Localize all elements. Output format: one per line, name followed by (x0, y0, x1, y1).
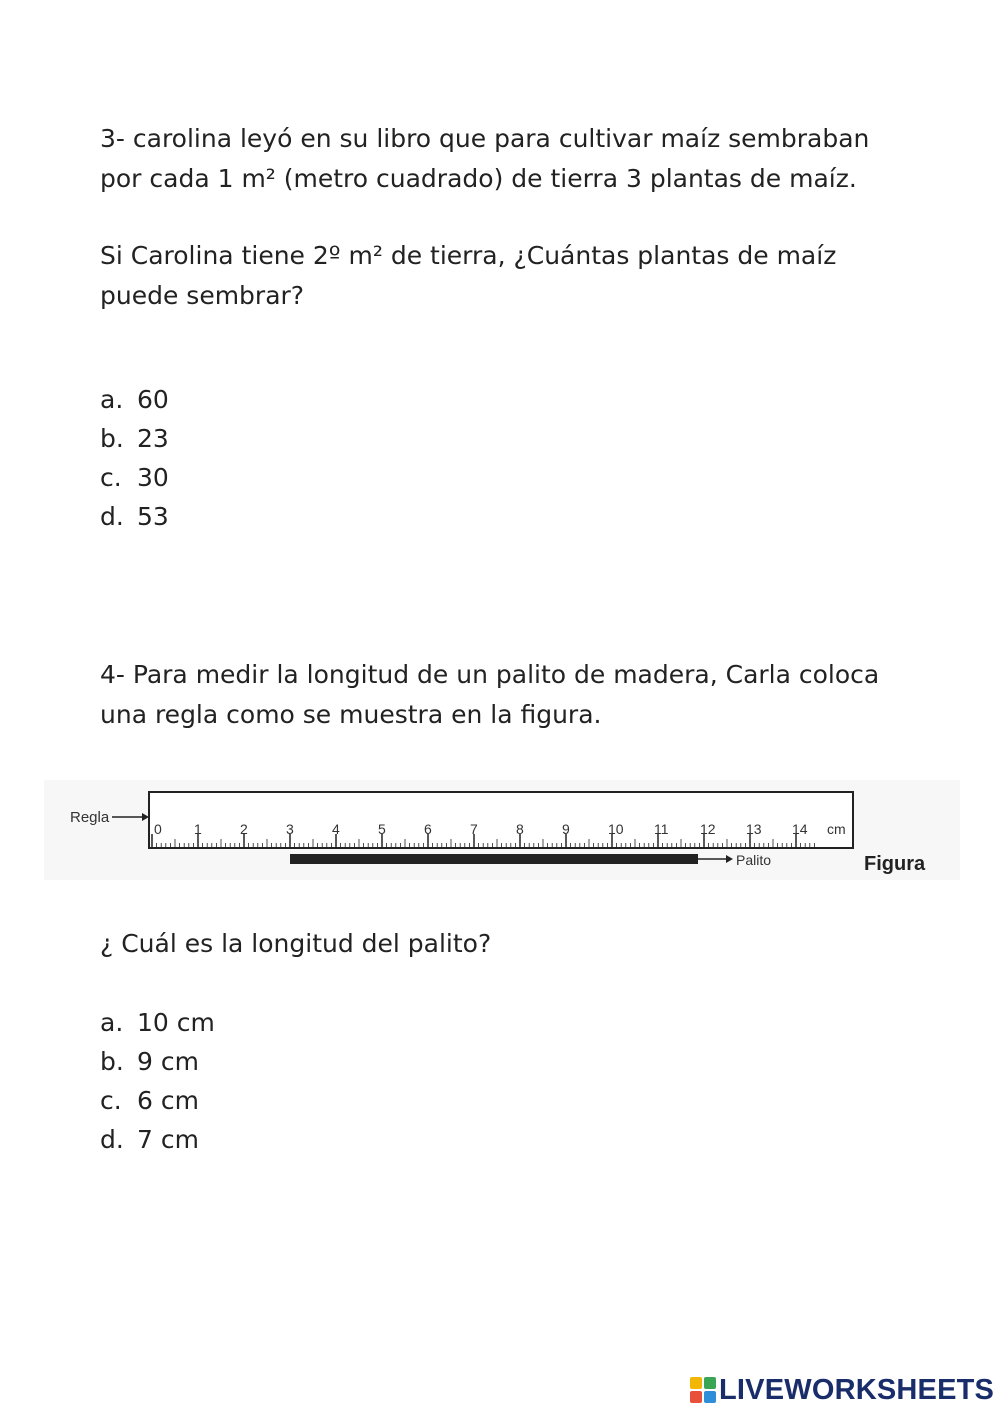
q3-option-a[interactable] (100, 380, 169, 419)
ruler-tick-label: 3 (286, 821, 294, 837)
option-letter: a. (100, 1008, 124, 1037)
q3-option-b[interactable] (100, 419, 169, 458)
option-letter: b. (100, 424, 124, 453)
logo-square-4 (704, 1391, 716, 1403)
logo-square-3 (690, 1391, 702, 1403)
option-letter: c. (100, 463, 122, 492)
ruler-tick-label: 4 (332, 821, 340, 837)
q3-question (100, 236, 920, 316)
option-text: 23 (137, 424, 169, 453)
ruler-tick-label: 14 (792, 821, 808, 837)
option-text: 10 cm (137, 1008, 215, 1037)
option-letter: d. (100, 502, 124, 531)
q3-option-d[interactable] (100, 497, 169, 536)
option-letter: a. (100, 385, 124, 414)
logo-square-1 (690, 1377, 702, 1389)
q4-question-text: ¿ Cuál es la longitud del palito? (100, 929, 492, 958)
q3-option-c[interactable] (100, 458, 169, 497)
liveworksheets-brand-text: LIVEWORKSHEETS (719, 1373, 995, 1406)
option-text: 7 cm (137, 1125, 199, 1154)
q3-options (100, 380, 169, 536)
q3-question-line-2: puede sembrar? (100, 281, 305, 310)
q3-statement (100, 119, 920, 199)
liveworksheets-logo (690, 1374, 994, 1406)
stick-bar (290, 854, 698, 864)
option-text: 6 cm (137, 1086, 199, 1115)
ruler-tick-label: 11 (654, 821, 669, 837)
ruler-figure (44, 780, 960, 880)
q4-statement (100, 655, 920, 735)
q4-option-b[interactable] (100, 1042, 215, 1081)
q4-options (100, 1003, 215, 1159)
ruler-tick-label: 6 (424, 821, 432, 837)
ruler-unit: cm (827, 821, 846, 837)
figure-caption: Figura (864, 853, 926, 875)
ruler-tick-label: 0 (154, 821, 162, 837)
option-letter: c. (100, 1086, 122, 1115)
ruler-tick-label: 10 (608, 821, 624, 837)
ruler-tick-label: 13 (746, 821, 762, 837)
stick-label: Palito (736, 852, 772, 868)
option-text: 30 (137, 463, 169, 492)
ruler-tick-label: 9 (562, 821, 570, 837)
q3-line-1: 3- carolina leyó en su libro que para cultivar maíz sembraban (100, 124, 870, 153)
option-letter: d. (100, 1125, 124, 1154)
liveworksheets-logo-icon (690, 1377, 716, 1403)
ruler-tick-label: 7 (470, 821, 478, 837)
q4-question (100, 924, 920, 964)
q4-line-2: una regla como se muestra en la figura. (100, 700, 602, 729)
q3-line-2: por cada 1 m² (metro cuadrado) de tierra 3 plantas de maíz. (100, 164, 857, 193)
option-text: 60 (137, 385, 169, 414)
option-letter: b. (100, 1047, 124, 1076)
q4-option-c[interactable] (100, 1081, 215, 1120)
ruler-body (149, 792, 853, 848)
option-text: 53 (137, 502, 169, 531)
ruler-tick-label: 12 (700, 821, 716, 837)
q3-question-line-1: Si Carolina tiene 2º m² de tierra, ¿Cuántas plantas de maíz (100, 241, 837, 270)
q4-option-a[interactable] (100, 1003, 215, 1042)
logo-square-2 (704, 1377, 716, 1389)
ruler-label: Regla (70, 809, 110, 826)
option-text: 9 cm (137, 1047, 199, 1076)
q4-line-1: 4- Para medir la longitud de un palito de madera, Carla coloca (100, 660, 880, 689)
ruler-tick-label: 5 (378, 821, 386, 837)
ruler-tick-label: 1 (194, 821, 202, 837)
ruler-tick-label: 2 (240, 821, 248, 837)
ruler-tick-label: 8 (516, 821, 524, 837)
q4-option-d[interactable] (100, 1120, 215, 1159)
